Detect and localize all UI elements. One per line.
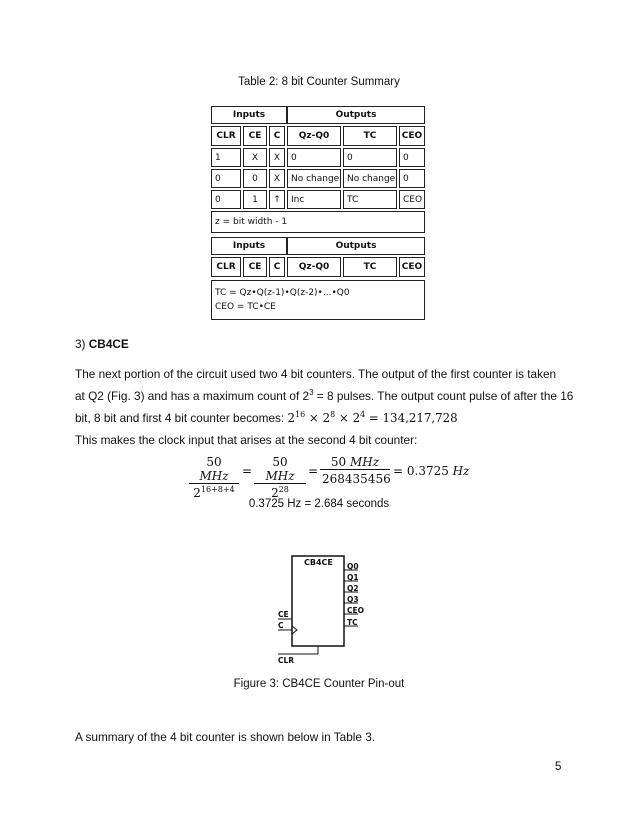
- table-cell: X: [269, 148, 285, 167]
- outputs-header: Outputs: [287, 106, 425, 124]
- col-header-qz-q0: Qz-Q0: [287, 126, 341, 146]
- table-cell: ↑: [269, 190, 285, 209]
- pin-q3: Q3: [347, 595, 359, 604]
- table-cell: 0: [243, 169, 267, 188]
- pin-tc: TC: [347, 618, 358, 627]
- equation-result: = 0.3725 Hz: [393, 464, 470, 478]
- figure-caption: Figure 3: CB4CE Counter Pin-out: [233, 678, 405, 690]
- col-header-qz-q0: Qz-Q0: [287, 257, 341, 277]
- table-cell: 1: [211, 148, 241, 167]
- paragraph-line: The next portion of the circuit used two 4 bit counters. The output of the first counter is taken: [75, 367, 557, 381]
- table-cell: 0: [399, 148, 425, 167]
- paragraph-clock-input: This makes the clock input that arises at the second 4 bit counter:: [75, 433, 418, 447]
- table-cell: X: [243, 148, 267, 167]
- page-number: 5: [555, 761, 562, 773]
- col-header-ce: CE: [243, 126, 267, 146]
- pin-ceo: CEO: [347, 606, 365, 615]
- col-header-ce: CE: [243, 257, 267, 277]
- col-header-tc: TC: [343, 126, 397, 146]
- col-header-ceo: CEO: [399, 126, 425, 146]
- table-cell: 0: [211, 190, 241, 209]
- col-header-ceo: CEO: [399, 257, 425, 277]
- frequency-equation: 50 MHz $2^{16+8+4}$ = 50 MHz $2^{28}$ = 50 MHz 268435456 = 0.3725 Hz: [0, 455, 638, 499]
- table-cell: TC: [343, 190, 397, 209]
- pin-q0: Q0: [347, 562, 359, 571]
- bit-width-note: z = bit width - 1: [211, 211, 425, 233]
- table-cell: No change: [287, 169, 341, 188]
- equation-note: 0.3725 Hz = 2.684 seconds: [248, 498, 390, 510]
- table-cell: 0: [211, 169, 241, 188]
- col-header-clr: CLR: [211, 257, 241, 277]
- section-number: 3): [75, 337, 86, 351]
- fraction: 50 MHz $2^{16+8+4}$: [189, 455, 239, 500]
- section-heading: [75, 337, 129, 351]
- col-header-c: C: [269, 257, 285, 277]
- outputs-header: Outputs: [287, 237, 425, 255]
- tc-formula: TC = Qz•Q(z-1)•Q(z-2)•...•Q0: [215, 288, 350, 298]
- table-caption: Table 2: 8 bit Counter Summary: [238, 76, 400, 88]
- col-header-clr: CLR: [211, 126, 241, 146]
- pin-c: C: [278, 621, 284, 630]
- table-cell: 0: [287, 148, 341, 167]
- section-title: CB4CE: [88, 337, 129, 351]
- chip-name: CB4CE: [304, 558, 333, 567]
- paragraph-line: at Q2 (Fig. 3) and has a maximum count of $2^3 = 8$ pulses. The output count pulse of after the 16: [75, 387, 574, 403]
- pin-clr: CLR: [278, 656, 295, 665]
- paragraph-line: bit, 8 bit and first 4 bit counter becomes: $2^{16} \times 2^8 \times 2^4 = 134,217,728$: [75, 409, 458, 425]
- paragraph-summary: A summary of the 4 bit counter is shown below in Table 3.: [75, 730, 376, 744]
- table-cell: 0: [399, 169, 425, 188]
- inputs-header: Inputs: [211, 237, 287, 255]
- table-cell: X: [269, 169, 285, 188]
- pin-q1: Q1: [347, 573, 359, 582]
- table-cell: 1: [243, 190, 267, 209]
- ceo-formula: CEO = TC•CE: [215, 302, 276, 312]
- table-cell: CEO: [399, 190, 425, 209]
- power-product: $2^{16} \times 2^8 \times 2^4 = 134,217,728$: [287, 409, 458, 425]
- cb4ce-pinout-diagram: [268, 548, 378, 668]
- col-header-tc: TC: [343, 257, 397, 277]
- table-cell: 0: [343, 148, 397, 167]
- col-header-c: C: [269, 126, 285, 146]
- pin-q2: Q2: [347, 584, 359, 593]
- logic-formulas: [211, 280, 425, 320]
- fraction: 50 MHz $2^{28}$: [254, 455, 306, 500]
- pin-ce: CE: [278, 610, 289, 619]
- counter-summary-table: [205, 104, 427, 322]
- fraction: 50 MHz 268435456: [322, 455, 391, 486]
- table-cell: Inc: [287, 190, 341, 209]
- table-cell: No change: [343, 169, 397, 188]
- inputs-header: Inputs: [211, 106, 287, 124]
- paragraph-counters: [75, 364, 575, 429]
